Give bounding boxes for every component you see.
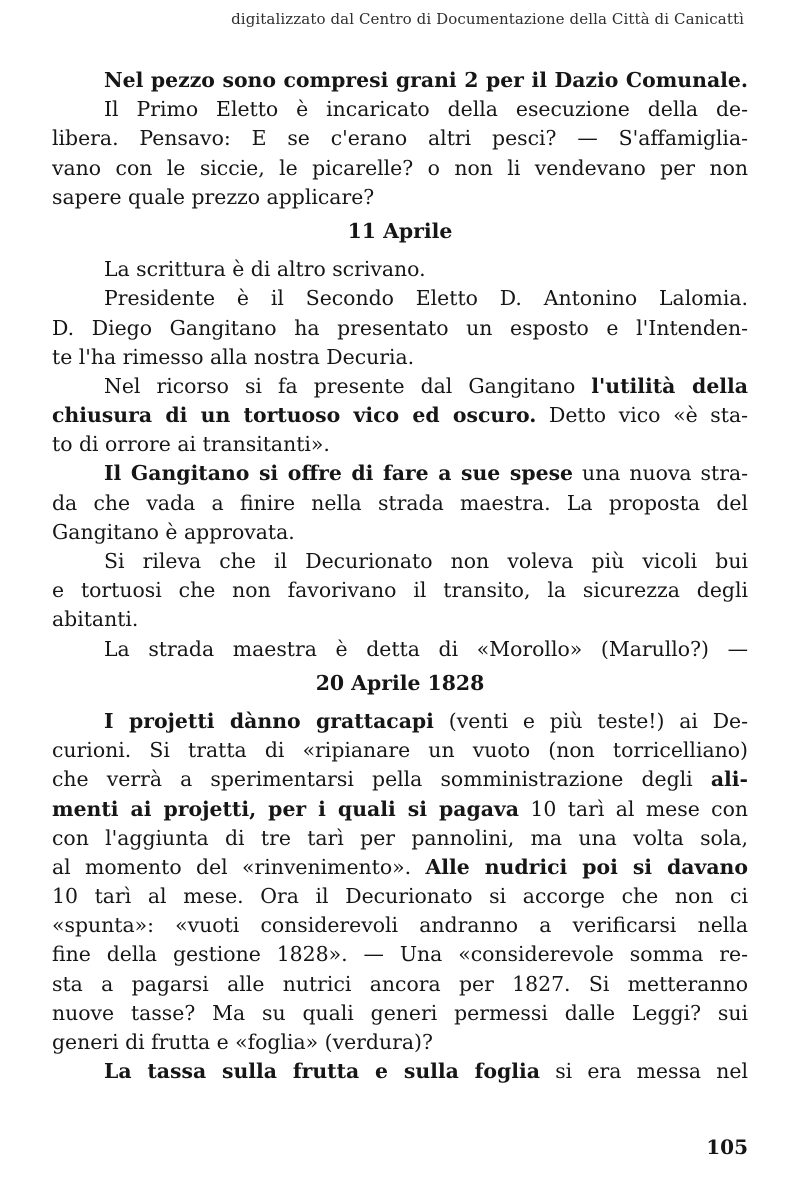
bold-text: menti ai projetti, per i quali si pagava bbox=[52, 796, 519, 821]
text-span: 10 tarì al mese con bbox=[518, 796, 748, 821]
text-line: Il Primo Eletto è incaricato della esecuzione della de- bbox=[104, 97, 748, 122]
text-line: nuove tasse? Ma su quali generi permessi dalle Leggi? sui bbox=[52, 1000, 748, 1025]
bold-text: l'utilità della bbox=[591, 373, 748, 398]
text-span: una nuova stra- bbox=[573, 461, 748, 486]
page-body bbox=[52, 66, 748, 1086]
text-line: Presidente è il Secondo Eletto D. Antonino Lalomia. bbox=[104, 286, 748, 311]
bold-text: Il Gangitano si offre di fare a sue spese bbox=[104, 461, 574, 486]
bold-text: chiusura di un tortuoso vico ed oscuro. bbox=[52, 403, 537, 428]
text-span: (venti e più teste!) ai De- bbox=[433, 708, 748, 733]
page-number: 105 bbox=[706, 1135, 748, 1159]
text-line bbox=[52, 401, 748, 430]
bold-text: ali- bbox=[710, 767, 748, 792]
bold-text: Nel pezzo sono compresi grani 2 per il Dazio Comunale. bbox=[104, 68, 748, 92]
text-line: La scrittura è di altro scrivano. bbox=[104, 257, 426, 282]
section-heading: 20 Aprile 1828 bbox=[315, 670, 485, 695]
text-line: Si rileva che il Decurionato non voleva più vicoli bui bbox=[104, 549, 748, 573]
text-span: Nel ricorso si fa presente dal Gangitano bbox=[104, 373, 592, 398]
bold-text: Alle nudrici poi si davano bbox=[425, 854, 748, 879]
text-span: al momento del «rinvenimento». bbox=[52, 854, 426, 879]
text-line: «spunta»: «vuoti considerevoli andranno a verificarsi nella bbox=[52, 913, 748, 938]
text-line bbox=[52, 795, 748, 824]
text-line: D. Diego Gangitano ha presentato un esposto e l'Intenden- bbox=[52, 315, 748, 340]
text-line: vano con le siccie, le picarelle? o non li vendevano per non bbox=[52, 155, 748, 180]
text-span: che verrà a sperimentarsi pella somministrazione degli bbox=[52, 767, 711, 792]
text-line: La strada maestra è detta di «Morollo» (Marullo?) — bbox=[104, 636, 748, 661]
bold-text: I projetti dànno grattacapi bbox=[104, 708, 434, 733]
text-line: 10 tarì al mese. Ora il Decurionato si accorge che non ci bbox=[52, 884, 748, 909]
text-line: to di orrore ai transitanti». bbox=[52, 432, 330, 457]
text-line: Gangitano è approvata. bbox=[52, 519, 295, 544]
text-line: abitanti. bbox=[52, 607, 139, 632]
text-span: si era messa nel bbox=[540, 1059, 748, 1084]
text-span: Detto vico «è sta- bbox=[536, 403, 749, 428]
text-line bbox=[52, 66, 748, 95]
text-line bbox=[52, 459, 748, 488]
bold-text: La tassa sulla frutta e sulla foglia bbox=[104, 1059, 540, 1084]
text-line: sta a pagarsi alle nutrici ancora per 1827. Si metteranno bbox=[52, 971, 748, 996]
text-line: fine della gestione 1828». — Una «considerevole somma re- bbox=[52, 942, 748, 967]
text-line: e tortuosi che non favorivano il transito, la sicurezza degli bbox=[52, 578, 748, 603]
text-line: libera. Pensavo: E se c'erano altri pesci? — S'affamiglia- bbox=[52, 126, 748, 151]
digitization-watermark: digitalizzato dal Centro di Documentazione della Città di Canicattì bbox=[231, 10, 744, 28]
text-line: curioni. Si tratta di «ripianare un vuoto (non torricelliano) bbox=[52, 738, 748, 763]
text-line: da che vada a finire nella strada maestra. La proposta del bbox=[52, 490, 748, 515]
section-heading: 11 Aprile bbox=[347, 218, 453, 243]
text-line bbox=[52, 765, 748, 794]
text-line: te l'ha rimesso alla nostra Decuria. bbox=[52, 344, 415, 369]
text-line: sapere quale prezzo applicare? bbox=[52, 184, 375, 209]
text-line bbox=[52, 1057, 748, 1086]
text-line: generi di frutta e «foglia» (verdura)? bbox=[52, 1030, 433, 1054]
text-line bbox=[52, 853, 748, 882]
text-line bbox=[52, 372, 748, 401]
text-line bbox=[52, 707, 748, 736]
text-line: con l'aggiunta di tre tarì per pannolini, ma una volta sola, bbox=[52, 825, 748, 850]
